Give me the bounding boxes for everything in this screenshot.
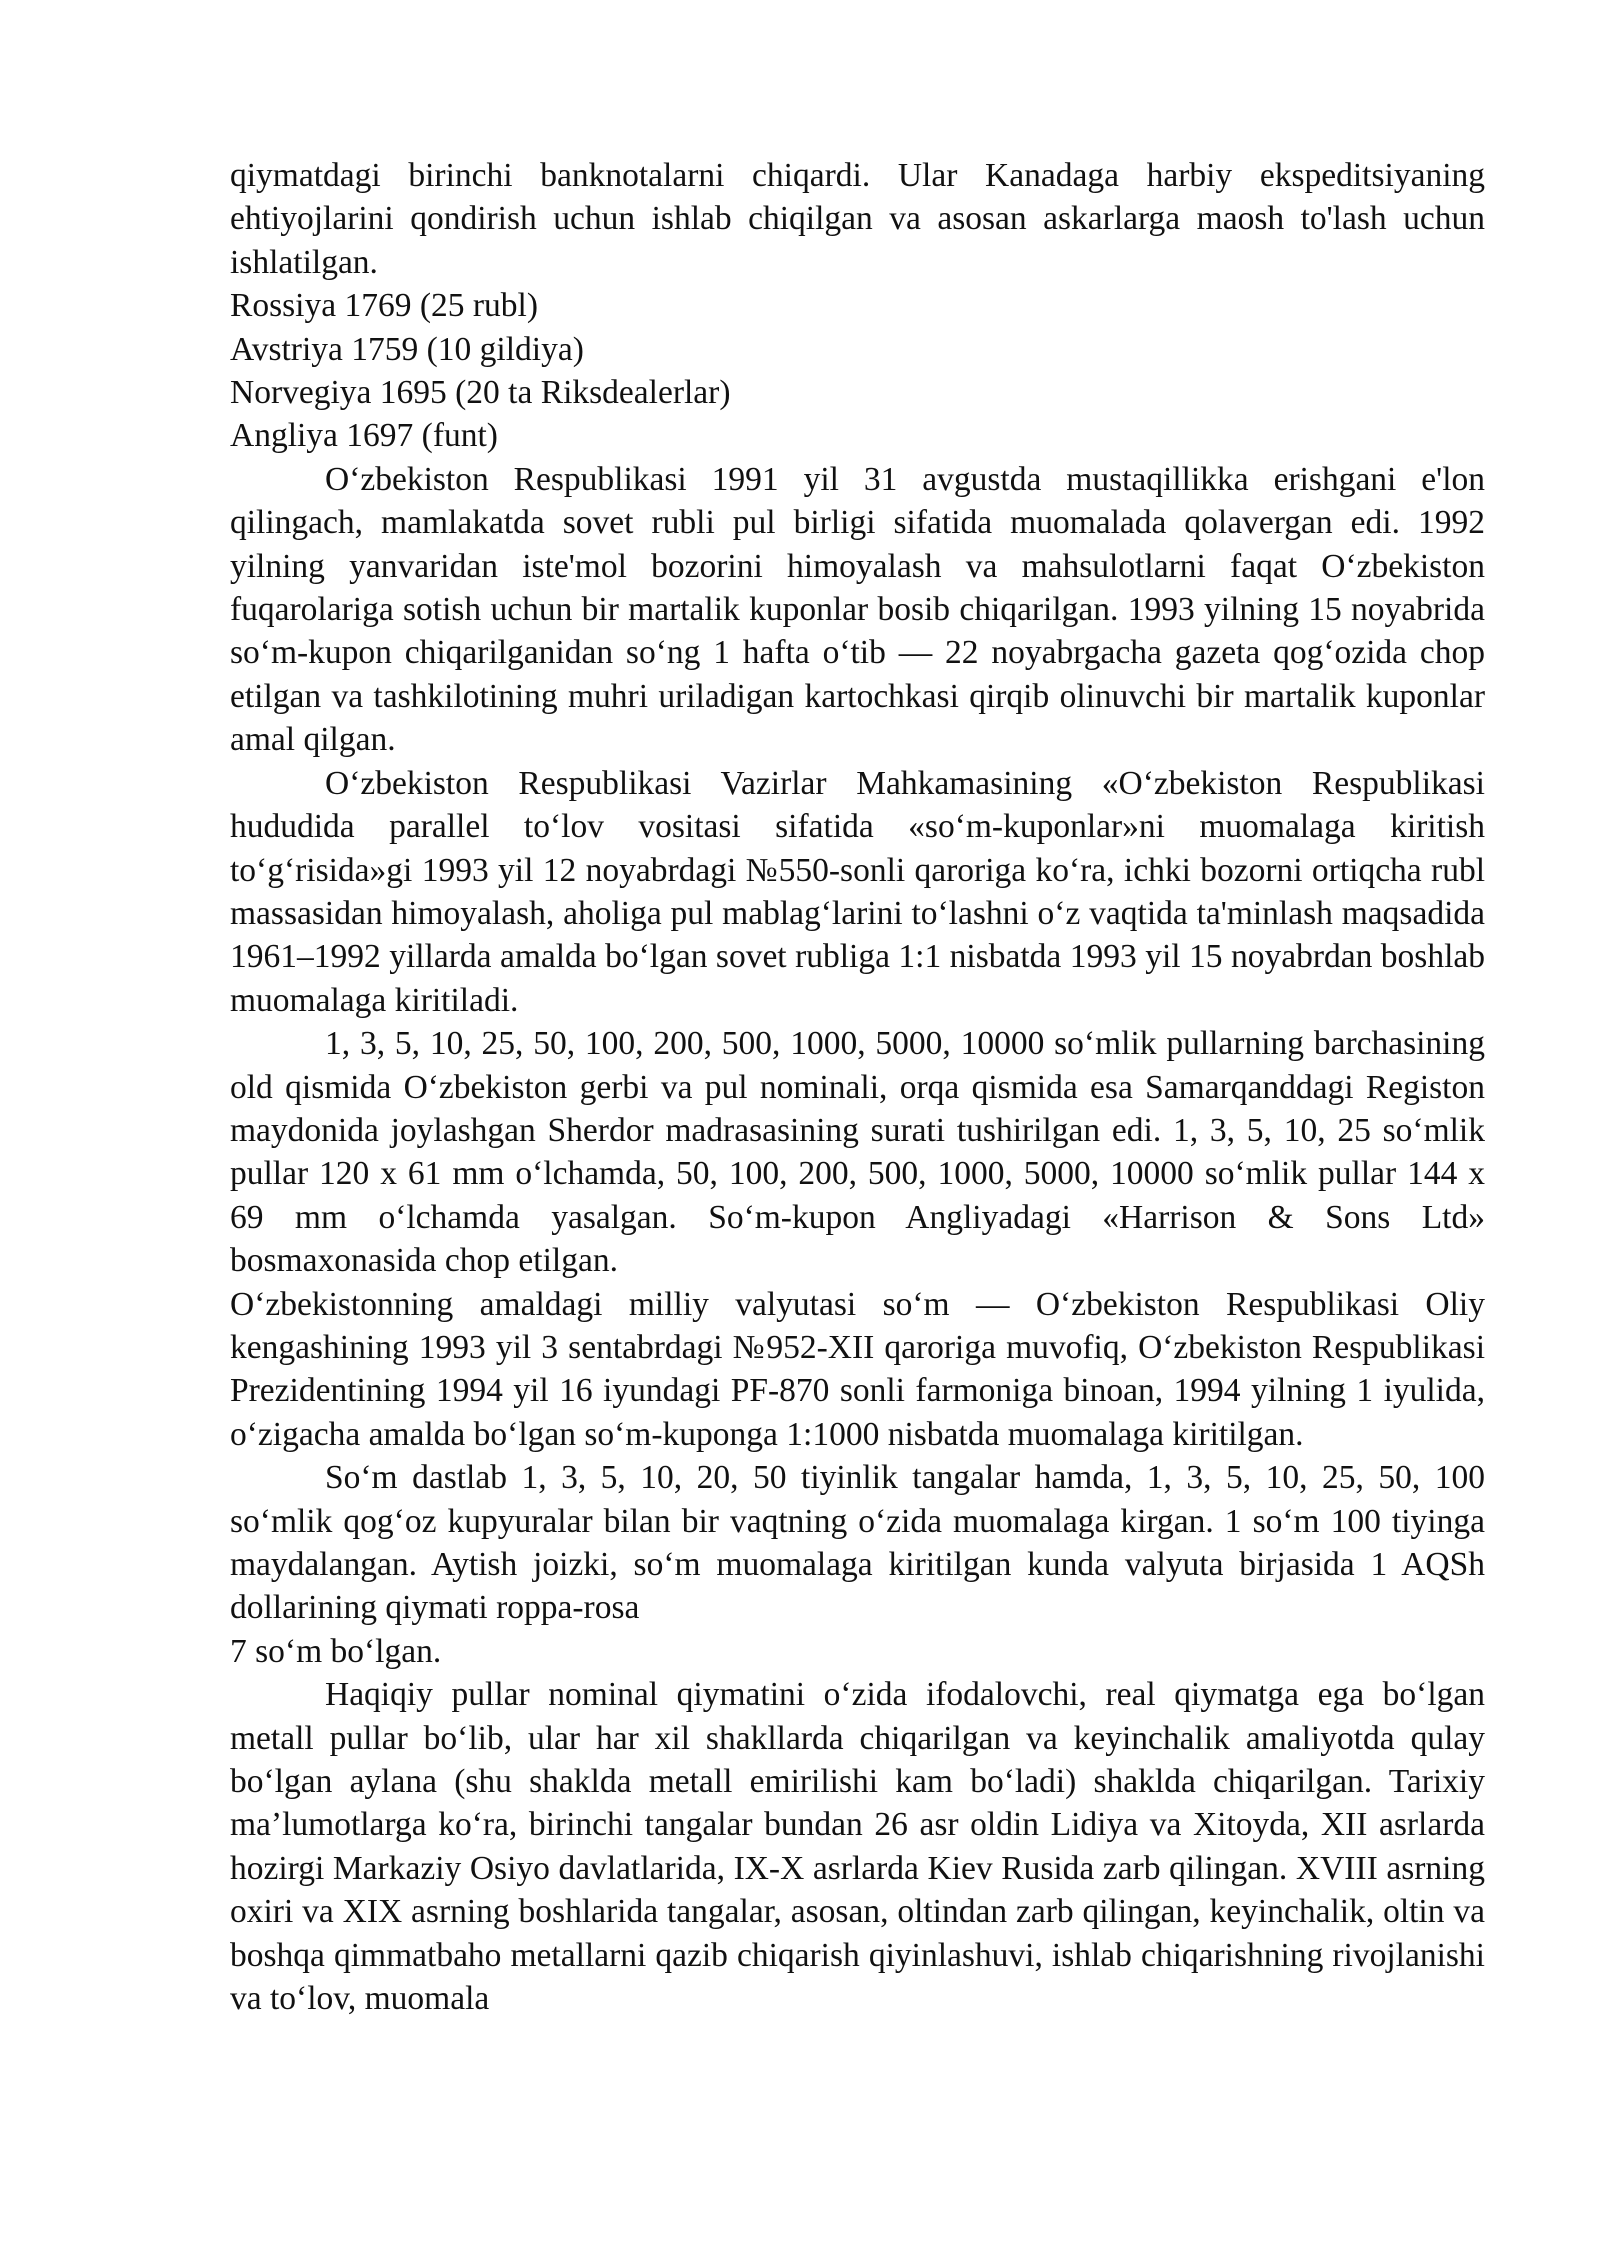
list-item-russia: Rossiya 1769 (25 rubl) [230,287,538,325]
paragraph-banknotes-intro: qiymatdagi birinchi banknotalarni chiqardi. Ular Kanadaga harbiy ekspeditsiyaning ehtiyojlarini qondirish uchun ishlab chiqilgan va asosan askarlarga maosh to'lash uchun ishlatilgan. [230,157,1485,281]
paragraph-exchange-rate: 7 so‘m bo‘lgan. [230,1632,442,1670]
list-item-england: Angliya 1697 (funt) [230,417,498,455]
paragraph-som-introduction: So‘m dastlab 1, 3, 5, 10, 20, 50 tiyinlik tangalar hamda, 1, 3, 5, 10, 25, 50, 100 so‘mlik qog‘oz kupyuralar bilan bir vaqtning o‘zida muomalaga kirgan. 1 so‘m 100 tiyinga maydalangan. Aytish joizki, so‘m muomalaga kiritilgan kunda valyuta birjasida 1 AQSh dollarining qiymati roppa-rosa [230,1459,1485,1627]
list-item-austria: Avstriya 1759 (10 gildiya) [230,330,584,368]
paragraph-independence: O‘zbekiston Respublikasi 1991 yil 31 avgustda mustaqillikka erishgani e'lon qilingach, mamlakatda sovet rubli pul birligi sifatida muomalada qolavergan edi. 1992 yilning yanvaridan iste'mol bozorini himoyalash va mahsulotlarni faqat O‘zbekiston fuqarolariga sotish uchun bir martalik kuponlar bosib chiqarilgan. 1993 yilning 15 noyabrida so‘m-kupon chiqarilganidan so‘ng 1 hafta o‘tib — 22 noyabrgacha gazeta qog‘ozida chop etilgan va tashkilotining muhri uriladigan kartochkasi qirqib olinuvchi bir martalik kuponlar amal qilgan. [230,460,1485,759]
paragraph-real-money: Haqiqiy pullar nominal qiymatini o‘zida ifodalovchi, real qiymatga ega bo‘lgan metall pullar bo‘lib, ular har xil shakllarda chiqarilgan va keyinchalik amaliyotda qulay bo‘lgan aylana (shu shaklda metall emirilishi kam bo‘ladi) shaklda chiqarilgan. Tarixiy ma’lumotlarga ko‘ra, birinchi tangalar bundan 26 asr oldin Lidiya va Xitoyda, XII asrlarda hozirgi Markaziy Osiyo davlatlarida, IX-X asrlarda Kiev Rusida zarb qilingan. XVIII asrning oxiri va XIX asrning boshlarida tangalar, asosan, oltindan zarb qilingan, keyinchalik, oltin va boshqa qimmatbaho metallarni qazib chiqarish qiyinlashuvi, ishlab chiqarishning rivojlanishi va to‘lov, muomala [230,1676,1485,2018]
paragraph-national-currency: O‘zbekistonning amaldagi milliy valyutasi so‘m — O‘zbekiston Respublikasi Oliy kengashining 1993 yil 3 sentabrdagi №952-XII qaroriga muvofiq, O‘zbekiston Respublikasi Prezidentining 1994 yil 16 iyundagi PF-870 sonli farmoniga binoan, 1994 yilning 1 iyulida, o‘zigacha amalda bo‘lgan so‘m-kuponga 1:1000 nisbatda muomalaga kiritilgan. [230,1285,1485,1453]
document-page [230,154,1485,2020]
paragraph-cabinet-decree: O‘zbekiston Respublikasi Vazirlar Mahkamasining «O‘zbekiston Respublikasi hududida parallel to‘lov vositasi sifatida «so‘m-kuponlar»ni muomalaga kiritish to‘g‘risida»gi 1993 yil 12 noyabrdagi №550-sonli qaroriga ko‘ra, ichki bozorni ortiqcha rubl massasidan himoyalash, aholiga pul mablag‘larini to‘lashni o‘z vaqtida ta'minlash maqsadida 1961–1992 yillarda amalda bo‘lgan sovet rubliga 1:1 nisbatda 1993 yil 15 noyabrdan boshlab muomalaga kiritiladi. [230,764,1485,1019]
list-item-norway: Norvegiya 1695 (20 ta Riksdealerlar) [230,374,731,412]
paragraph-denominations: 1, 3, 5, 10, 25, 50, 100, 200, 500, 1000, 5000, 10000 so‘mlik pullarning barchasining old qismida O‘zbekiston gerbi va pul nominali, orqa qismida esa Samarqanddagi Registon maydonida joylashgan Sherdor madrasasining surati tushirilgan edi. 1, 3, 5, 10, 25 so‘mlik pullar 120 x 61 mm o‘lchamda, 50, 100, 200, 500, 1000, 5000, 10000 so‘mlik pullar 144 x 69 mm o‘lchamda yasalgan. So‘m-kupon Angliyadagi «Harrison & Sons Ltd» bosmaxonasida chop etilgan. [230,1025,1485,1280]
